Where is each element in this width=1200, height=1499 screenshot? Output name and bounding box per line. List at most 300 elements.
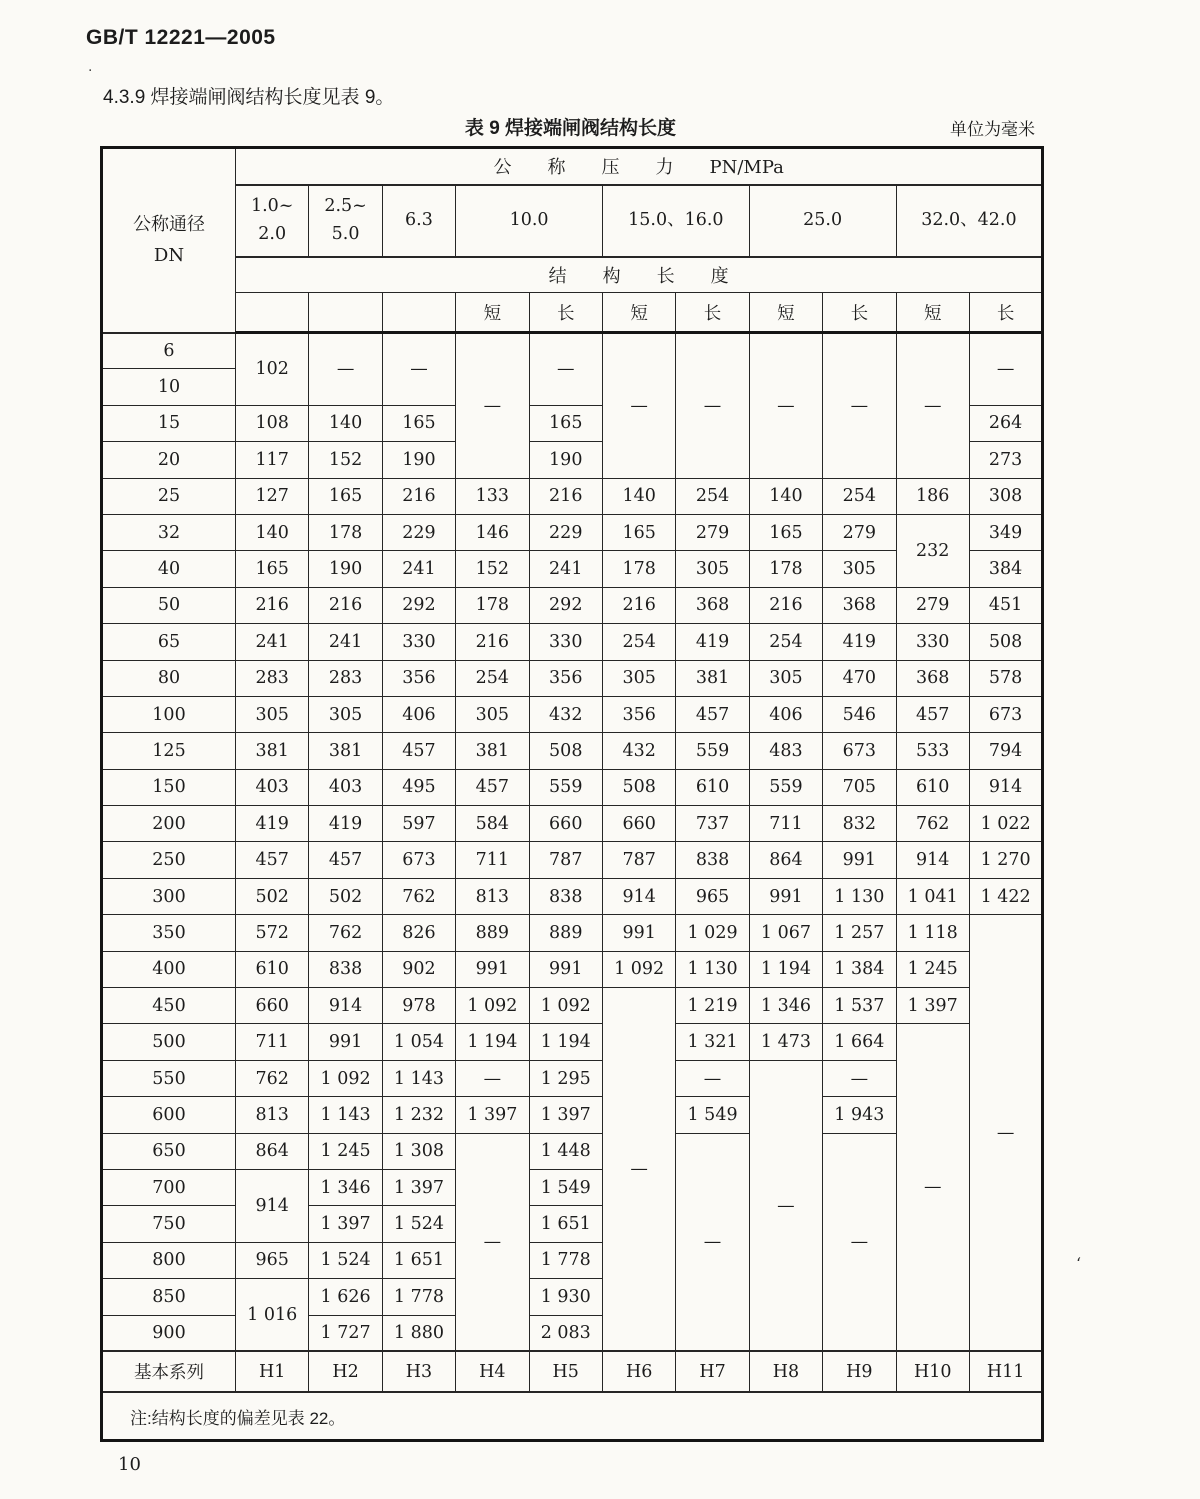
value-cell: 279 [896, 587, 969, 623]
value-cell: 673 [969, 696, 1042, 732]
value-cell: 572 [236, 915, 309, 951]
value-cell: 1 397 [382, 1169, 455, 1205]
value-cell: 140 [236, 514, 309, 550]
value-cell: 403 [236, 769, 309, 805]
value-cell: 991 [529, 951, 602, 987]
dn-cell: 20 [102, 442, 236, 478]
value-cell: 2 083 [529, 1315, 602, 1351]
value-cell: — [969, 333, 1042, 406]
value-cell: 660 [236, 988, 309, 1024]
value-cell: 508 [529, 733, 602, 769]
value-cell: 381 [236, 733, 309, 769]
value-cell: 368 [896, 660, 969, 696]
value-cell: 241 [309, 624, 382, 660]
value-cell: 838 [529, 878, 602, 914]
series-cell: H1 [236, 1351, 309, 1392]
value-cell: 660 [529, 806, 602, 842]
value-cell: 991 [456, 951, 529, 987]
value-cell: 1 448 [529, 1133, 602, 1169]
value-cell: — [896, 1024, 969, 1352]
dn-cell: 400 [102, 951, 236, 987]
value-cell: 584 [456, 806, 529, 842]
value-cell: 559 [529, 769, 602, 805]
value-cell: 762 [236, 1060, 309, 1096]
value-cell: 1 092 [309, 1060, 382, 1096]
value-cell: 813 [456, 878, 529, 914]
value-cell: 1 943 [823, 1097, 896, 1133]
value-cell: — [823, 1133, 896, 1351]
value-cell: 254 [749, 624, 822, 660]
value-cell: 1 092 [456, 988, 529, 1024]
value-cell: 1 130 [823, 878, 896, 914]
value-cell: 419 [309, 806, 382, 842]
value-cell: 457 [309, 842, 382, 878]
value-cell: 483 [749, 733, 822, 769]
value-cell: 1 397 [529, 1097, 602, 1133]
table-row [102, 733, 1043, 769]
value-cell: 283 [236, 660, 309, 696]
value-cell: 1 397 [456, 1097, 529, 1133]
dn-cell: 200 [102, 806, 236, 842]
value-cell: — [676, 333, 749, 479]
doc-code: GB/T 12221—2005 [86, 26, 276, 49]
value-cell: 451 [969, 587, 1042, 623]
value-cell: 1 245 [896, 951, 969, 987]
value-cell: 470 [823, 660, 896, 696]
pressure-group-cell: 10.0 [456, 185, 603, 257]
short-long-cell: 长 [676, 293, 749, 333]
value-cell: 1 092 [602, 951, 675, 987]
value-cell: 1 778 [382, 1279, 455, 1315]
value-cell: 216 [749, 587, 822, 623]
value-cell: 1 346 [749, 988, 822, 1024]
series-label: 基本系列 [102, 1351, 236, 1392]
dn-cell: 550 [102, 1060, 236, 1096]
value-cell: 368 [823, 587, 896, 623]
value-cell: 330 [382, 624, 455, 660]
value-cell: 1 422 [969, 878, 1042, 914]
value-cell: 762 [309, 915, 382, 951]
value-cell: 1 321 [676, 1024, 749, 1060]
note-row [102, 1392, 1043, 1441]
value-cell: 140 [602, 478, 675, 514]
dn-cell: 32 [102, 514, 236, 550]
value-cell: 508 [602, 769, 675, 805]
dn-cell: 6 [102, 333, 236, 369]
value-cell: — [456, 1060, 529, 1096]
scan-artifact-dot: . [88, 58, 93, 75]
value-cell: — [602, 988, 675, 1352]
value-cell: 165 [309, 478, 382, 514]
value-cell: 279 [823, 514, 896, 550]
value-cell: 127 [236, 478, 309, 514]
value-cell: 1 930 [529, 1279, 602, 1315]
series-cell: H4 [456, 1351, 529, 1392]
value-cell: 305 [309, 696, 382, 732]
short-long-cell: 短 [602, 293, 675, 333]
value-cell: 1 041 [896, 878, 969, 914]
value-cell: — [309, 333, 382, 406]
value-cell: 165 [529, 405, 602, 441]
value-cell: — [896, 333, 969, 479]
short-long-cell: 长 [823, 293, 896, 333]
value-cell: 146 [456, 514, 529, 550]
value-cell: 914 [309, 988, 382, 1024]
value-cell: 432 [529, 696, 602, 732]
value-cell: 1 118 [896, 915, 969, 951]
structure-length-table [100, 146, 1044, 1442]
short-long-row [102, 293, 1043, 333]
value-cell: 787 [602, 842, 675, 878]
value-cell: 457 [896, 696, 969, 732]
value-cell: 117 [236, 442, 309, 478]
value-cell: 1 308 [382, 1133, 455, 1169]
section-heading: 4.3.9 焊接端闸阀结构长度见表 9。 [103, 87, 395, 108]
value-cell: 1 651 [529, 1206, 602, 1242]
structure-length-header: 结 构 长 度 [236, 257, 1043, 293]
value-cell: 597 [382, 806, 455, 842]
value-cell: 762 [382, 878, 455, 914]
value-cell: 1 029 [676, 915, 749, 951]
value-cell: 381 [676, 660, 749, 696]
value-cell: 978 [382, 988, 455, 1024]
series-cell: H5 [529, 1351, 602, 1392]
value-cell: 457 [382, 733, 455, 769]
table-row [102, 1024, 1043, 1060]
value-cell: — [529, 333, 602, 406]
table-row [102, 660, 1043, 696]
value-cell: 178 [309, 514, 382, 550]
dn-cell: 25 [102, 478, 236, 514]
scan-artifact-mark: ‘ [1076, 1254, 1082, 1273]
value-cell: 232 [896, 514, 969, 587]
short-long-cell [382, 293, 455, 333]
value-cell: 406 [382, 696, 455, 732]
short-long-cell: 长 [529, 293, 602, 333]
value-cell: 914 [602, 878, 675, 914]
table-wrap [100, 146, 1044, 1442]
value-cell: — [749, 1060, 822, 1351]
value-cell: 305 [602, 660, 675, 696]
value-cell: — [969, 915, 1042, 1352]
value-cell: 279 [676, 514, 749, 550]
value-cell: 914 [896, 842, 969, 878]
value-cell: 283 [309, 660, 382, 696]
value-cell: 1 473 [749, 1024, 822, 1060]
value-cell: 737 [676, 806, 749, 842]
value-cell: 165 [236, 551, 309, 587]
structure-length-row [102, 257, 1043, 293]
value-cell: 178 [456, 587, 529, 623]
dn-cell: 15 [102, 405, 236, 441]
value-cell: 673 [382, 842, 455, 878]
table-row [102, 842, 1043, 878]
pressure-group-cell: 15.0、16.0 [602, 185, 749, 257]
value-cell: 419 [823, 624, 896, 660]
value-cell: 762 [896, 806, 969, 842]
value-cell: 838 [676, 842, 749, 878]
value-cell: 1 232 [382, 1097, 455, 1133]
value-cell: 1 537 [823, 988, 896, 1024]
value-cell: 241 [382, 551, 455, 587]
page-number: 10 [118, 1454, 141, 1475]
value-cell: 419 [236, 806, 309, 842]
value-cell: 102 [236, 333, 309, 406]
value-cell: 495 [382, 769, 455, 805]
value-cell: 305 [749, 660, 822, 696]
dn-cell: 800 [102, 1242, 236, 1278]
unit-note: 单位为毫米 [950, 120, 1035, 139]
value-cell: 991 [309, 1024, 382, 1060]
value-cell: 1 270 [969, 842, 1042, 878]
value-cell: 711 [749, 806, 822, 842]
value-cell: 1 295 [529, 1060, 602, 1096]
value-cell: 305 [823, 551, 896, 587]
value-cell: 356 [382, 660, 455, 696]
value-cell: 1 054 [382, 1024, 455, 1060]
value-cell: 1 143 [309, 1097, 382, 1133]
value-cell: 254 [456, 660, 529, 696]
dn-cell: 150 [102, 769, 236, 805]
value-cell: 813 [236, 1097, 309, 1133]
value-cell: — [676, 1060, 749, 1096]
table-row [102, 478, 1043, 514]
short-long-cell: 短 [896, 293, 969, 333]
dn-cell: 750 [102, 1206, 236, 1242]
value-cell: 1 067 [749, 915, 822, 951]
value-cell: 711 [236, 1024, 309, 1060]
value-cell: 1 143 [382, 1060, 455, 1096]
short-long-cell [309, 293, 382, 333]
value-cell: 381 [309, 733, 382, 769]
value-cell: 1 397 [896, 988, 969, 1024]
value-cell: 273 [969, 442, 1042, 478]
pressure-header: 公 称 压 力 PN/MPa [236, 148, 1043, 185]
value-cell: 186 [896, 478, 969, 514]
value-cell: 165 [602, 514, 675, 550]
value-cell: 1 194 [529, 1024, 602, 1060]
value-cell: 384 [969, 551, 1042, 587]
dn-cell: 10 [102, 369, 236, 405]
series-cell: H6 [602, 1351, 675, 1392]
dn-cell: 850 [102, 1279, 236, 1315]
value-cell: 787 [529, 842, 602, 878]
value-cell: 502 [309, 878, 382, 914]
series-cell: H7 [676, 1351, 749, 1392]
value-cell: 305 [456, 696, 529, 732]
dn-cell: 650 [102, 1133, 236, 1169]
value-cell: 1 778 [529, 1242, 602, 1278]
value-cell: — [676, 1133, 749, 1351]
value-cell: 832 [823, 806, 896, 842]
value-cell: 508 [969, 624, 1042, 660]
pressure-group-cell: 25.0 [749, 185, 896, 257]
value-cell: 660 [602, 806, 675, 842]
dn-cell: 40 [102, 551, 236, 587]
series-cell: H8 [749, 1351, 822, 1392]
short-long-cell: 短 [749, 293, 822, 333]
value-cell: 349 [969, 514, 1042, 550]
value-cell: 502 [236, 878, 309, 914]
value-cell: 794 [969, 733, 1042, 769]
dn-cell: 500 [102, 1024, 236, 1060]
table-title: 表 9 焊接端闸阀结构长度 [464, 118, 677, 139]
value-cell: 264 [969, 405, 1042, 441]
value-cell: 254 [602, 624, 675, 660]
value-cell: 965 [676, 878, 749, 914]
value-cell: 330 [896, 624, 969, 660]
series-cell: H2 [309, 1351, 382, 1392]
pressure-title-row [102, 148, 1043, 185]
table-row [102, 624, 1043, 660]
value-cell: 1 651 [382, 1242, 455, 1278]
value-cell: 1 194 [749, 951, 822, 987]
short-long-cell [236, 293, 309, 333]
value-cell: 165 [382, 405, 455, 441]
value-cell: 254 [676, 478, 749, 514]
value-cell: 457 [676, 696, 749, 732]
value-cell: 216 [602, 587, 675, 623]
value-cell: 216 [309, 587, 382, 623]
value-cell: 711 [456, 842, 529, 878]
table-note: 注:结构长度的偏差见表 22。 [102, 1392, 1043, 1441]
value-cell: 108 [236, 405, 309, 441]
value-cell: 308 [969, 478, 1042, 514]
value-cell: 216 [236, 587, 309, 623]
value-cell: 190 [309, 551, 382, 587]
table-row [102, 806, 1043, 842]
pressure-group-cell: 2.5~ 5.0 [309, 185, 382, 257]
value-cell: 559 [676, 733, 749, 769]
value-cell: 991 [602, 915, 675, 951]
value-cell: 1 626 [309, 1279, 382, 1315]
value-cell: 1 016 [236, 1279, 309, 1352]
value-cell: 559 [749, 769, 822, 805]
value-cell: 1 245 [309, 1133, 382, 1169]
pressure-groups-row [102, 185, 1043, 257]
value-cell: 419 [676, 624, 749, 660]
value-cell: 1 219 [676, 988, 749, 1024]
value-cell: 381 [456, 733, 529, 769]
value-cell: 406 [749, 696, 822, 732]
value-cell: 152 [309, 442, 382, 478]
dn-cell: 125 [102, 733, 236, 769]
value-cell: 1 092 [529, 988, 602, 1024]
value-cell: 864 [749, 842, 822, 878]
value-cell: 838 [309, 951, 382, 987]
value-cell: 305 [236, 696, 309, 732]
value-cell: 705 [823, 769, 896, 805]
value-cell: 533 [896, 733, 969, 769]
value-cell: 610 [676, 769, 749, 805]
value-cell: 1 022 [969, 806, 1042, 842]
dn-cell: 900 [102, 1315, 236, 1351]
value-cell: — [456, 1133, 529, 1351]
value-cell: 902 [382, 951, 455, 987]
value-cell: 1 880 [382, 1315, 455, 1351]
table-row [102, 988, 1043, 1024]
value-cell: 305 [676, 551, 749, 587]
dn-cell: 250 [102, 842, 236, 878]
value-cell: 216 [529, 478, 602, 514]
table-row [102, 696, 1043, 732]
dn-cell: 300 [102, 878, 236, 914]
value-cell: 457 [456, 769, 529, 805]
value-cell: 1 664 [823, 1024, 896, 1060]
dn-cell: 350 [102, 915, 236, 951]
value-cell: 1 257 [823, 915, 896, 951]
value-cell: 991 [749, 878, 822, 914]
value-cell: 178 [749, 551, 822, 587]
table-row [102, 951, 1043, 987]
value-cell: 1 549 [676, 1097, 749, 1133]
value-cell: 889 [456, 915, 529, 951]
value-cell: 292 [382, 587, 455, 623]
pressure-group-cell: 1.0~ 2.0 [236, 185, 309, 257]
value-cell: 673 [823, 733, 896, 769]
series-cell: H11 [969, 1351, 1042, 1392]
value-cell: 1 346 [309, 1169, 382, 1205]
value-cell: — [456, 333, 529, 479]
value-cell: 914 [236, 1169, 309, 1242]
value-cell: 292 [529, 587, 602, 623]
value-cell: 1 384 [823, 951, 896, 987]
value-cell: 152 [456, 551, 529, 587]
series-cell: H9 [823, 1351, 896, 1392]
value-cell: 914 [969, 769, 1042, 805]
value-cell: — [382, 333, 455, 406]
value-cell: — [823, 333, 896, 479]
dn-cell: 600 [102, 1097, 236, 1133]
value-cell: 610 [896, 769, 969, 805]
value-cell: 1 549 [529, 1169, 602, 1205]
value-cell: 965 [236, 1242, 309, 1278]
dn-cell: 80 [102, 660, 236, 696]
pressure-group-cell: 32.0、42.0 [896, 185, 1043, 257]
dn-cell: 50 [102, 587, 236, 623]
value-cell: — [749, 333, 822, 479]
dn-column-header: 公称通径 DN [102, 148, 236, 333]
value-cell: 190 [382, 442, 455, 478]
value-cell: 330 [529, 624, 602, 660]
table-row [102, 878, 1043, 914]
value-cell: 432 [602, 733, 675, 769]
value-cell: 356 [602, 696, 675, 732]
value-cell: 178 [602, 551, 675, 587]
value-cell: 241 [236, 624, 309, 660]
dn-cell: 450 [102, 988, 236, 1024]
value-cell: — [823, 1060, 896, 1096]
short-long-cell: 长 [969, 293, 1042, 333]
value-cell: 140 [309, 405, 382, 441]
value-cell: 254 [823, 478, 896, 514]
value-cell: 133 [456, 478, 529, 514]
table-row [102, 587, 1043, 623]
value-cell: 1 130 [676, 951, 749, 987]
value-cell: 216 [382, 478, 455, 514]
series-cell: H10 [896, 1351, 969, 1392]
value-cell: 991 [823, 842, 896, 878]
value-cell: 165 [749, 514, 822, 550]
value-cell: 1 524 [382, 1206, 455, 1242]
value-cell: 826 [382, 915, 455, 951]
table-row [102, 514, 1043, 550]
table-title-row [100, 113, 1041, 139]
value-cell: 1 524 [309, 1242, 382, 1278]
value-cell: 889 [529, 915, 602, 951]
series-cell: H3 [382, 1351, 455, 1392]
value-cell: — [602, 333, 675, 479]
